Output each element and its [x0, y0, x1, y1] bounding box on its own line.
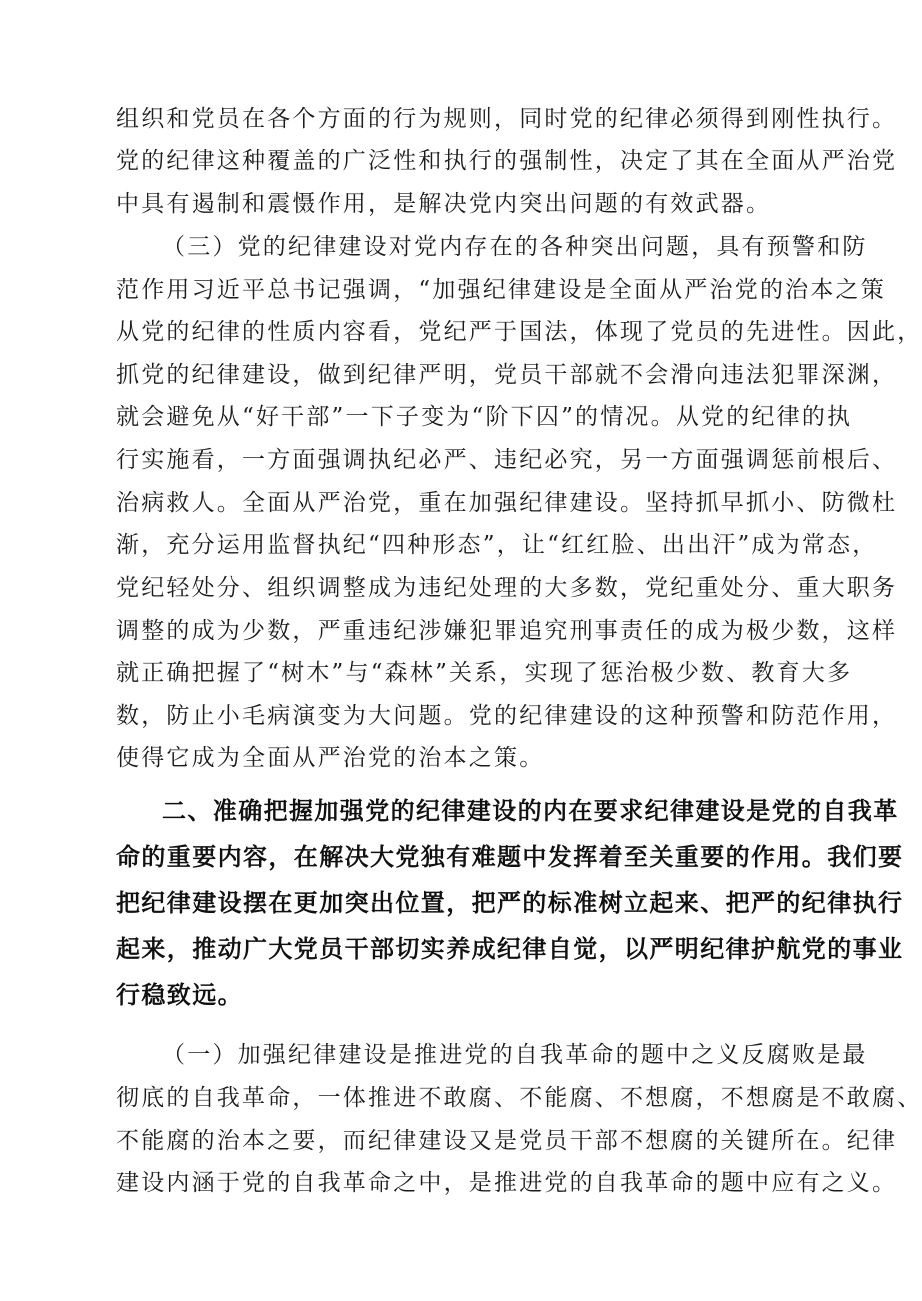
heading-line: 起来，推动广大党员干部切实养成纪律自觉，以严明纪律护航党的事业 — [116, 935, 904, 963]
text-line: 调整的成为少数，严重违纪涉嫌犯罪追究刑事责任的成为极少数，这样 — [116, 618, 898, 644]
text-line: （三）党的纪律建设对党内存在的各种突出问题，具有预警和防 — [162, 234, 868, 260]
text-line: （一）加强纪律建设是推进党的自我革命的题中之义反腐败是最 — [162, 1042, 868, 1068]
text-line: 中具有遏制和震慑作用，是解决党内突出问题的有效武器。 — [116, 191, 772, 217]
text-line: 党的纪律这种覆盖的广泛性和执行的强制性，决定了其在全面从严治党 — [116, 148, 898, 174]
text-line: 从党的纪律的性质内容看，党纪严于国法，体现了党员的先进性。因此， — [116, 319, 922, 345]
text-line: 不能腐的治本之要，而纪律建设又是党员干部不想腐的关键所在。纪律 — [116, 1128, 898, 1154]
text-line: 数，防止小毛病演变为大问题。党的纪律建设的这种预警和防范作用， — [116, 703, 898, 729]
heading-line: 命的重要内容，在解决大党独有难题中发挥着至关重要的作用。我们要 — [116, 843, 904, 871]
text-line: 就正确把握了“树木”与“森林”关系，实现了惩治极少数、教育大多 — [116, 660, 853, 686]
text-line: 使得它成为全面从严治党的治本之策。 — [116, 745, 545, 771]
heading-line: 行稳致远。 — [116, 981, 243, 1009]
heading-line: 把纪律建设摆在更加突出位置，把严的标准树立起来、把严的纪律执行 — [116, 889, 904, 917]
heading-line: 二、准确把握加强党的纪律建设的内在要求纪律建设是党的自我革 — [162, 797, 899, 825]
text-line: 抓党的纪律建设，做到纪律严明，党员干部就不会滑向违法犯罪深渊， — [116, 362, 898, 388]
text-line: 党纪轻处分、组织调整成为违纪处理的大多数，党纪重处分、重大职务 — [116, 575, 898, 601]
text-line: 组织和党员在各个方面的行为规则，同时党的纪律必须得到刚性执行。 — [116, 106, 898, 132]
text-line: 建设内涵于党的自我革命之中，是推进党的自我革命的题中应有之义。 — [116, 1170, 898, 1196]
text-line: 渐，充分运用监督执纪“四种形态”，让“红红脸、出出汗”成为常态， — [116, 532, 878, 558]
text-line: 行实施看，一方面强调执纪必严、违纪必究，另一方面强调惩前根后、 — [116, 447, 898, 473]
text-line: 彻底的自我革命，一体推进不敢腐、不能腐、不想腐，不想腐是不敢腐、 — [116, 1085, 922, 1111]
text-line: 治病救人。全面从严治党，重在加强纪律建设。坚持抓早抓小、防微杜 — [116, 490, 898, 516]
text-line: 就会避免从“好干部”一下子变为“阶下囚”的情况。从党的纪律的执 — [116, 404, 853, 430]
text-line: 范作用习近平总书记强调，“加强纪律建设是全面从严治党的治本之策 — [116, 277, 886, 303]
